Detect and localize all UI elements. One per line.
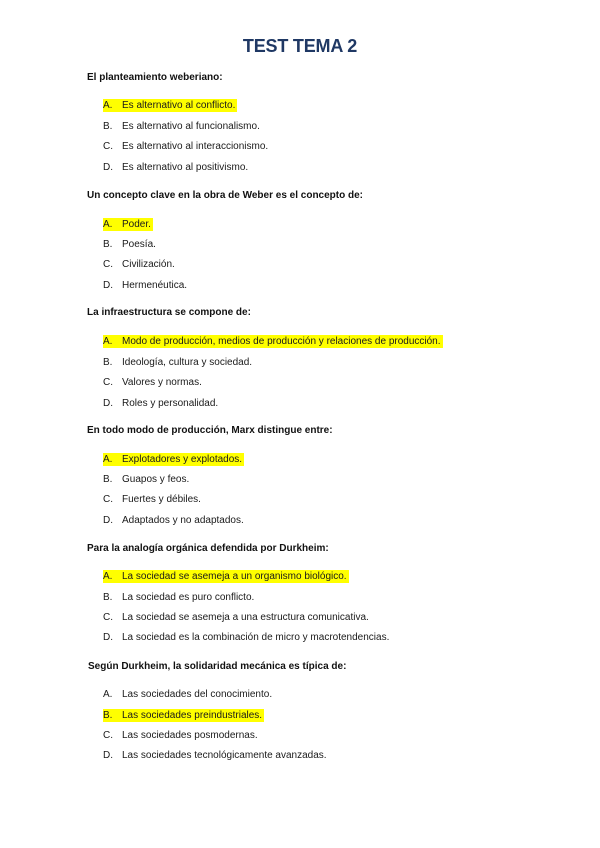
- option-text: Poesía.: [122, 239, 156, 250]
- option-letter: D.: [103, 162, 113, 173]
- option-letter: A.: [103, 571, 113, 582]
- option-text: La sociedad es puro conflicto.: [122, 592, 255, 603]
- option-text: Es alternativo al positivismo.: [122, 162, 249, 173]
- option-text: La sociedad es la combinación de micro y macrotendencias.: [122, 632, 390, 643]
- option-d: [103, 749, 327, 762]
- option-b: [103, 238, 156, 251]
- option-text: Guapos y feos.: [122, 474, 190, 485]
- option-c: [103, 140, 268, 153]
- option-d: [103, 514, 244, 527]
- option-text: Explotadores y explotados.: [122, 454, 243, 465]
- option-letter: D.: [103, 515, 113, 526]
- option-letter: B.: [103, 357, 113, 368]
- option-letter: A.: [103, 454, 113, 465]
- option-letter: A.: [103, 336, 113, 347]
- option-letter: D.: [103, 632, 113, 643]
- option-text: Hermenéutica.: [122, 280, 188, 291]
- option-text: Fuertes y débiles.: [122, 494, 201, 505]
- option-letter: C.: [103, 259, 113, 270]
- option-d: [103, 279, 187, 292]
- option-c: [103, 376, 202, 389]
- option-text: Las sociedades del conocimiento.: [122, 689, 273, 700]
- option-text: Roles y personalidad.: [122, 398, 219, 409]
- option-text: Es alternativo al funcionalismo.: [122, 121, 260, 132]
- question-text: Para la analogía orgánica defendida por Durkheim:: [87, 543, 329, 554]
- option-a: [103, 570, 349, 583]
- option-letter: C.: [103, 612, 113, 623]
- option-text: Poder.: [122, 219, 151, 230]
- option-text: La sociedad se asemeja a un organismo biológico.: [122, 571, 347, 582]
- option-b: [103, 473, 189, 486]
- option-b: [103, 591, 254, 604]
- option-b: [103, 709, 264, 722]
- option-text: Las sociedades posmodernas.: [122, 730, 258, 741]
- question-text: En todo modo de producción, Marx distingue entre:: [87, 425, 333, 436]
- option-text: Valores y normas.: [122, 377, 202, 388]
- option-text: Adaptados y no adaptados.: [122, 515, 244, 526]
- option-letter: D.: [103, 398, 113, 409]
- option-letter: A.: [103, 219, 113, 230]
- option-letter: C.: [103, 141, 113, 152]
- option-c: [103, 258, 175, 271]
- option-text: Modo de producción, medios de producción y relaciones de producción.: [122, 336, 441, 347]
- option-c: [103, 611, 369, 624]
- option-letter: C.: [103, 494, 113, 505]
- option-a: [103, 335, 443, 348]
- option-letter: B.: [103, 592, 113, 603]
- option-text: Las sociedades tecnológicamente avanzadas.: [122, 750, 327, 761]
- option-d: [103, 631, 389, 644]
- option-letter: A.: [103, 689, 113, 700]
- option-text: Es alternativo al interaccionismo.: [122, 141, 269, 152]
- option-letter: C.: [103, 730, 113, 741]
- question-text: La infraestructura se compone de:: [87, 307, 251, 318]
- option-letter: A.: [103, 100, 113, 111]
- option-letter: B.: [103, 121, 113, 132]
- option-text: La sociedad se asemeja a una estructura comunicativa.: [122, 612, 369, 623]
- page-title: TEST TEMA 2: [242, 36, 358, 56]
- question-text: Un concepto clave en la obra de Weber es el concepto de:: [87, 190, 364, 201]
- option-letter: B.: [103, 239, 113, 250]
- option-c: [103, 729, 258, 742]
- option-a: [103, 99, 237, 112]
- option-letter: B.: [103, 474, 113, 485]
- option-b: [103, 356, 252, 369]
- option-a: [103, 453, 244, 466]
- option-letter: C.: [103, 377, 113, 388]
- option-text: Civilización.: [122, 259, 175, 270]
- option-letter: B.: [103, 710, 113, 721]
- option-a: [103, 688, 272, 701]
- option-b: [103, 120, 260, 133]
- option-a: [103, 218, 153, 231]
- option-letter: D.: [103, 280, 113, 291]
- option-text: Es alternativo al conflicto.: [122, 100, 236, 111]
- option-text: Las sociedades preindustriales.: [122, 710, 263, 721]
- option-c: [103, 493, 201, 506]
- question-text: Según Durkheim, la solidaridad mecánica es típica de:: [88, 661, 347, 672]
- question-text: El planteamiento weberiano:: [87, 72, 223, 83]
- option-d: [103, 397, 218, 410]
- option-text: Ideología, cultura y sociedad.: [122, 357, 253, 368]
- option-d: [103, 161, 248, 174]
- option-letter: D.: [103, 750, 113, 761]
